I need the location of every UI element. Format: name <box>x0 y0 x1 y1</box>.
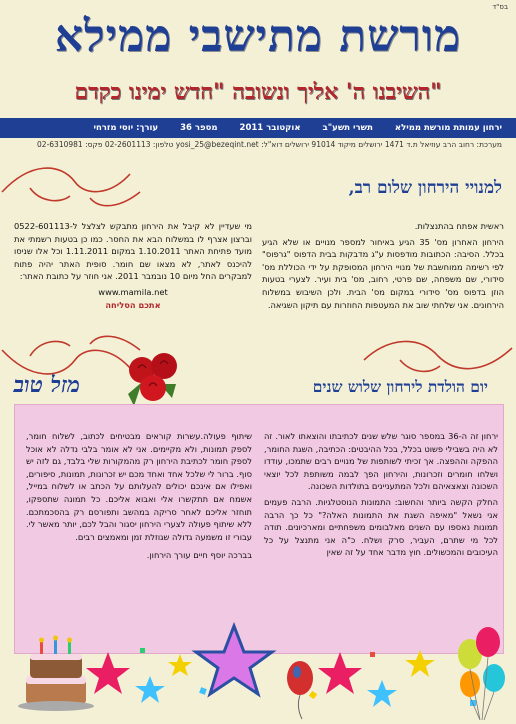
article-column-right <box>262 220 504 314</box>
birthday-column-right <box>264 430 498 562</box>
website-url[interactable]: www.mamila.net <box>98 286 168 297</box>
info-bar <box>0 118 516 138</box>
paragraph: החלק הקשה ביותר והחשוב: התמונות הנוסטלגיות. הרבה פעמים אני נשאל "מאיפה השגת את התמונות האלה?" כל כך הרבה תמונות נאספו עם השנים מאלבומים משפחתיים ומארכיונים. תודה לכל מי שתרם, העביר, סרק ושלח. כ"ה אני מתנצל על כל העיכובים והמכשולים. חוץ מדבר אחד על זה שאין <box>264 496 498 558</box>
birthday-heading: יום הולדת לירחון שלוש שנים <box>312 377 488 396</box>
article-column-left <box>14 220 252 311</box>
credit-line: מערכת: רחוב הרב עוזיאל ת.ד 1471 ירושלים מיקוד 91014 ירושלים דוא"ל: yosi_25@bezeqint.net טלפון: 02-2601113 פקס: 02-6310981 <box>37 140 502 149</box>
paragraph: ירחון זה ה-36 במספר סוגר שלש שנים לכתיבתו והוצאתו לאור. זה לא היה בשבילי פשוט בכלל, בכל ההיבטים: הכתיבה, השגת החומר, ההפקה וההפצה. אך זכיתי לשותפות של מנויים רבים שתמכו, עודדו ושלחו חומרים וזכרונות, והירחון הפך לבמה משותפת לכל יוצאי השכונה וצאצאיהם ולכל המתעניינים בתולדות השכונה. <box>264 431 498 492</box>
paragraph: שיתוף פעולה.עשרות קוראים מבטיחים לכתוב, לשלוח חומר, לספק תמונות, ולא מקיימים. אני לא אומר בלבי נדלה לא אוכל לספק חומר לכתיבת הירחון רק מהמקורות שלי בלבד, גם לזה יש סוף. ברור לי שלכל אחד ואחד מכם יש זכרונות, תמונות, סיפורים, ואפילו אם אינכם יכולים להעלותם על הכתב או לשלוח במייל, אשמח אם תתקשרו אלי ואבוא אליכם. כל תמונה שתספקו, תוחזר אליכם לאחר סריקה במהשב ותפורסם רק בהסכמתכם. ללא שיתוף פעולה לצערי הירחון יסגור והבל לכם, יותר מאשר לי. עבורי זו משמעה גדולה שגוזלת זמן ומאמצים רבים. <box>26 431 252 542</box>
paragraph: ראשית אפתח בהתנצלות. <box>414 221 504 231</box>
bsd-mark: בס"ד <box>492 3 508 11</box>
apology-line: אתכם הסליחה <box>105 299 161 310</box>
info-bar-publisher: ירחון עמותת מורשת ממילא <box>394 123 502 133</box>
info-bar-issue: מספר 36 <box>180 123 218 133</box>
party-decorations <box>0 592 516 724</box>
balloon-icon <box>287 661 313 719</box>
paragraph: מי שעדיין לא קיבל את הירחון מתבקש לצלצל ל-0522-601113 וברצון אצרף לו במשלוח הבא את החסר. כמו כן בטעות רשמתי את מועד פתיחת האתר 1.10.2011 במקום 1.11.2011 וכל אלו שניסו להיכנס לאתר, לא מצאו שם חומר. סופית האתר יהיה פתוח למבקרים החל מיום 10 נובמבר 2011. אני חוזר על כתובת האתר: <box>14 221 253 282</box>
swirl-ornament-right <box>360 330 516 380</box>
info-bar-date: אוקטובר 2011 <box>239 123 301 133</box>
signoff: בברכה יוסף חיים עורך הירחון. <box>146 550 252 561</box>
info-bar-editor: עורך: יוסי מזרחי <box>93 123 159 133</box>
info-bar-hebrew-date: תשרי תשע"ב <box>322 123 373 133</box>
swirl-ornament-left <box>0 152 150 212</box>
balloon-cluster-icon <box>458 627 505 720</box>
greeting-heading: למנויי הירחון שלום רב, <box>348 178 502 198</box>
birthday-column-left <box>26 430 252 562</box>
mazal-tov-heading: מזל טוב <box>13 372 80 398</box>
masthead-title: מורשת מתישבי ממילא <box>54 11 462 62</box>
paragraph: הירחון האחרון מס' 35 הגיע באיחור למספר מנויים או שלא הגיע בכלל. הסיבה: הכתובות מודפסות ע"ג מדבקות בבית הדפוס "גרפוס" לפי רשימה ממוחשבת של מנויי הירחון המסופקת על ידי הכוללת מס' סידורי, שם משפחה, שם פרטי, רחוב, מס' בית ועיר. לצערי בטעות הוזן בדפוס מס' סידורי במקום מס' הבית. ולכן השיבוש במשלוח הירחונים. אני שלחתי שוב את המעטפות החוזרות עם תיקון השגיאה. <box>262 236 504 310</box>
masthead-subtitle: "השיבנו ה' אליך ונשובה "חדש ימינו כקדם <box>74 79 442 105</box>
cake-icon <box>18 636 94 712</box>
